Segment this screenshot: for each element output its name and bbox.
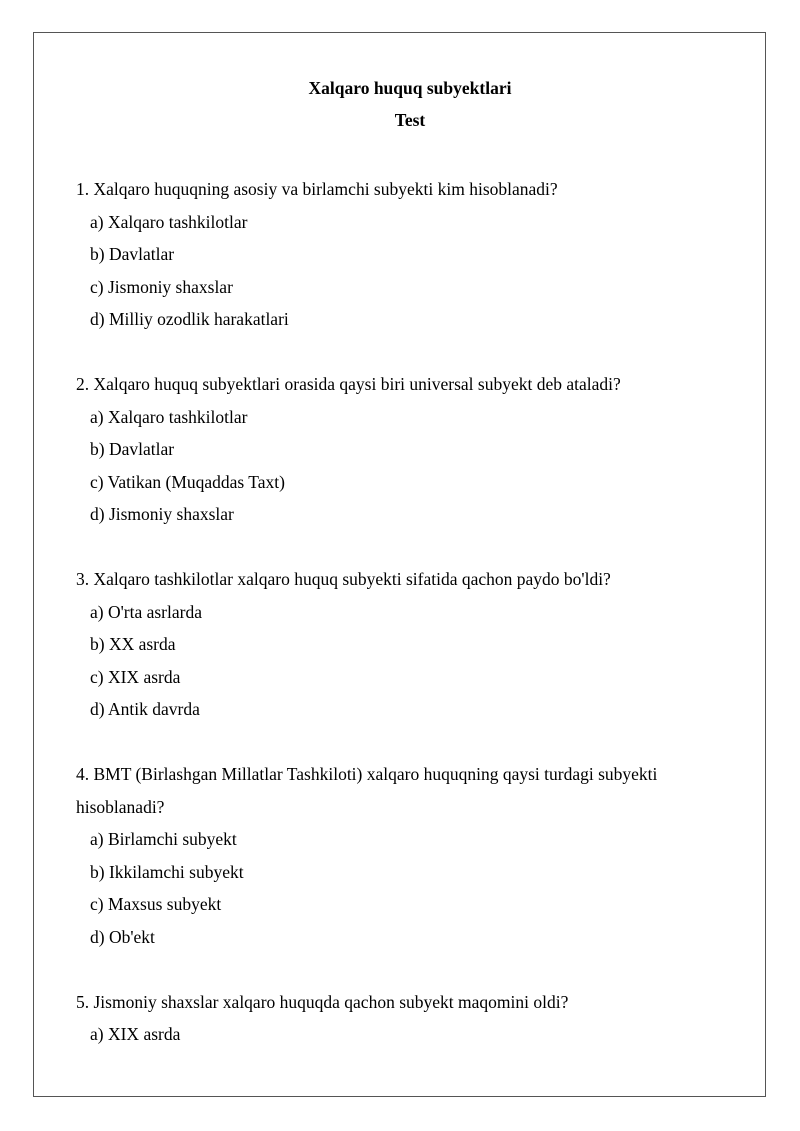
- question-list: [76, 173, 736, 1051]
- option-b: b) XX asrda: [90, 634, 176, 654]
- option-a: a) XIX asrda: [90, 1024, 181, 1044]
- question-1: [76, 173, 736, 336]
- option-c: c) Maxsus subyekt: [90, 894, 222, 914]
- option-c: c) Jismoniy shaxslar: [90, 276, 233, 297]
- question-text: 1. Xalqaro huquqning asosiy va birlamchi subyekti kim hisoblanadi?: [76, 179, 558, 199]
- option-d: d) Jismoniy shaxslar: [90, 504, 234, 524]
- option-a: a) Birlamchi subyekt: [90, 829, 237, 849]
- option-a: a) O'rta asrlarda: [90, 601, 202, 622]
- document-title: Xalqaro huquq subyektlari: [308, 78, 512, 98]
- option-d: d) Milliy ozodlik harakatlari: [90, 309, 289, 329]
- option-b: b) Davlatlar: [90, 244, 175, 264]
- option-a: a) Xalqaro tashkilotlar: [90, 211, 248, 232]
- question-4: [76, 758, 736, 953]
- question-text: 2. Xalqaro huquq subyektlari orasida qaysi biri universal subyekt deb ataladi?: [76, 374, 621, 394]
- option-b: b) Davlatlar: [90, 439, 175, 459]
- option-a: a) Xalqaro tashkilotlar: [90, 406, 248, 427]
- option-d: d) Antik davrda: [90, 699, 200, 719]
- question-text: 4. BMT (Birlashgan Millatlar Tashkiloti) xalqaro huquqning qaysi turdagi subyekti hisoblanadi?: [76, 764, 658, 817]
- document-subtitle: Test: [394, 110, 426, 130]
- question-3: [76, 563, 736, 726]
- option-d: d) Ob'ekt: [90, 926, 155, 947]
- question-text: 5. Jismoniy shaxslar xalqaro huquqda qachon subyekt maqomini oldi?: [76, 991, 569, 1012]
- option-c: c) Vatikan (Muqaddas Taxt): [90, 471, 285, 492]
- question-2: [76, 368, 736, 531]
- option-b: b) Ikkilamchi subyekt: [90, 861, 244, 882]
- question-5: [76, 986, 736, 1051]
- question-text: 3. Xalqaro tashkilotlar xalqaro huquq subyekti sifatida qachon paydo bo'ldi?: [76, 569, 611, 589]
- option-c: c) XIX asrda: [90, 666, 181, 687]
